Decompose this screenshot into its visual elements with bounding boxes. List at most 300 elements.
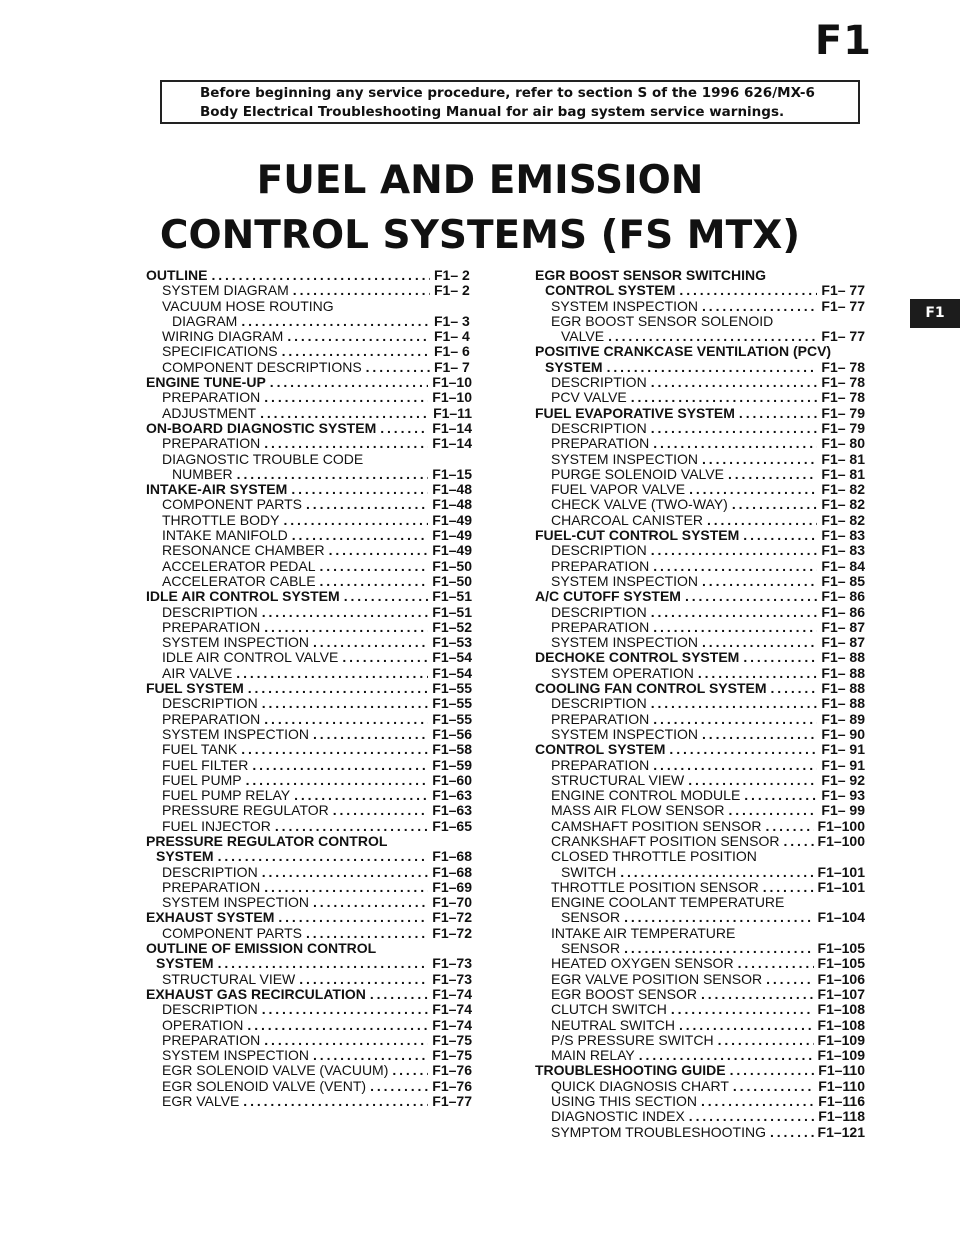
toc-entry-title: OPERATION	[162, 1017, 244, 1033]
toc-entry[interactable]	[535, 299, 865, 314]
toc-entry[interactable]	[146, 513, 472, 528]
toc-leader-dots	[342, 650, 428, 665]
toc-entry-title: PREPARATION	[162, 1032, 261, 1048]
toc-entry[interactable]	[535, 865, 865, 880]
toc-entry-page: F1–15	[432, 466, 472, 482]
toc-leader-dots	[653, 712, 817, 727]
toc-entry-page: F1–51	[432, 589, 472, 605]
toc-leader-dots	[651, 605, 818, 620]
toc-entry-title: WIRING DIAGRAM	[162, 329, 284, 345]
toc-entry-page: F1– 3	[434, 313, 470, 329]
toc-entry[interactable]	[146, 528, 472, 543]
toc-entry-title: PREPARATION	[162, 436, 261, 452]
toc-entry[interactable]	[535, 452, 865, 467]
toc-entry-page: F1– 86	[821, 589, 865, 605]
toc-entry[interactable]	[535, 467, 865, 482]
toc-entry-page: F1–49	[432, 528, 472, 544]
toc-entry-page: F1–73	[432, 971, 472, 987]
toc-entry-page: F1– 88	[821, 650, 865, 666]
toc-leader-dots	[293, 283, 430, 298]
toc-leader-dots	[651, 421, 818, 436]
toc-entry[interactable]	[146, 666, 472, 681]
toc-entry[interactable]	[535, 1109, 865, 1124]
toc-entry	[146, 834, 472, 849]
toc-entry[interactable]	[146, 910, 472, 925]
toc-entry[interactable]	[146, 314, 472, 329]
toc-entry-page: F1– 7	[434, 359, 470, 375]
toc-entry[interactable]	[146, 559, 472, 574]
toc-entry[interactable]	[535, 589, 865, 604]
toc-entry[interactable]	[146, 1079, 472, 1094]
toc-leader-dots	[246, 773, 429, 788]
toc-entry[interactable]	[146, 788, 472, 803]
toc-entry-title: PREPARATION	[162, 390, 261, 406]
toc-leader-dots	[689, 1109, 814, 1124]
toc-entry[interactable]	[535, 1125, 865, 1140]
toc-entry[interactable]	[535, 712, 865, 727]
toc-entry[interactable]	[535, 497, 865, 512]
toc-entry-page: F1–108	[817, 1002, 865, 1018]
toc-entry-page: F1– 6	[434, 344, 470, 360]
toc-entry-title: PREPARATION	[162, 711, 261, 727]
toc-leader-dots	[702, 299, 817, 314]
toc-entry-title: SYMPTOM TROUBLESHOOTING	[551, 1124, 766, 1140]
toc-entry-title: OUTLINE	[146, 268, 208, 283]
toc-entry-page: F1–74	[432, 1002, 472, 1018]
toc-entry-page: F1– 92	[821, 772, 865, 788]
toc-entry-page: F1– 88	[821, 665, 865, 681]
toc-leader-dots	[264, 880, 428, 895]
toc-entry-title: SYSTEM INSPECTION	[551, 726, 699, 742]
toc-leader-dots	[260, 406, 429, 421]
toc-entry-page: F1– 81	[821, 451, 865, 467]
toc-entry-title: EXHAUST SYSTEM	[146, 910, 275, 926]
toc-leader-dots	[270, 375, 429, 390]
toc-entry-page: F1– 81	[821, 466, 865, 482]
toc-entry[interactable]	[535, 482, 865, 497]
toc-leader-dots	[688, 773, 817, 788]
toc-leader-dots	[624, 910, 813, 925]
toc-leader-dots	[243, 1094, 428, 1109]
toc-entry[interactable]	[146, 987, 472, 1002]
toc-entry[interactable]	[146, 421, 472, 436]
toc-entry[interactable]	[535, 941, 865, 956]
toc-entry-page: F1–56	[432, 726, 472, 742]
toc-entry[interactable]	[535, 1079, 865, 1094]
toc-entry-title: SYSTEM INSPECTION	[551, 298, 699, 314]
toc-entry[interactable]	[535, 1002, 865, 1017]
toc-entry-title: MASS AIR FLOW SENSOR	[551, 803, 725, 819]
toc-entry[interactable]	[146, 758, 472, 773]
toc-entry-page: F1– 88	[821, 696, 865, 712]
toc-entry[interactable]	[146, 1002, 472, 1017]
toc-entry[interactable]	[146, 956, 472, 971]
toc-entry-page: F1– 2	[434, 283, 470, 299]
toc-entry[interactable]	[535, 834, 865, 849]
toc-entry-title: SYSTEM OPERATION	[551, 665, 694, 681]
toc-entry-page: F1–58	[432, 742, 472, 758]
toc-entry-page: F1–55	[432, 681, 472, 697]
toc-entry-page: F1–55	[432, 711, 472, 727]
toc-entry-title: PREPARATION	[551, 757, 650, 773]
toc-entry-title: ENGINE TUNE-UP	[146, 375, 266, 391]
toc-entry[interactable]	[146, 1048, 472, 1063]
toc-entry-page: F1–107	[817, 986, 865, 1002]
toc-entry[interactable]	[146, 865, 472, 880]
toc-entry-page: F1–106	[817, 971, 865, 987]
toc-leader-dots	[685, 589, 817, 604]
toc-entry[interactable]	[146, 819, 472, 834]
toc-entry-page: F1–54	[432, 650, 472, 666]
toc-entry-title: PREPARATION	[551, 558, 650, 574]
toc-entry[interactable]	[535, 1018, 865, 1033]
toc-entry[interactable]	[146, 268, 472, 283]
toc-entry[interactable]	[535, 436, 865, 451]
toc-entry-page: F1–76	[432, 1078, 472, 1094]
toc-entry-page: F1– 88	[821, 681, 865, 697]
toc-leader-dots	[631, 390, 818, 405]
toc-entry-page: F1–75	[432, 1048, 472, 1064]
toc-entry[interactable]	[146, 849, 472, 864]
toc-leader-dots	[733, 1079, 814, 1094]
toc-entry	[146, 941, 472, 956]
page-title-line-2: CONTROL SYSTEMS (FS MTX)	[159, 213, 801, 258]
toc-entry-page: F1–55	[432, 696, 472, 712]
toc-leader-dots	[763, 880, 814, 895]
toc-entry[interactable]	[146, 895, 472, 910]
toc-entry-title: SYSTEM INSPECTION	[551, 635, 699, 651]
toc-entry-title: FUEL-CUT CONTROL SYSTEM	[535, 528, 740, 544]
toc-entry-page: F1–14	[432, 436, 472, 452]
toc-entry-page: F1– 83	[821, 528, 865, 544]
toc-leader-dots	[329, 543, 429, 558]
toc-entry[interactable]	[146, 329, 472, 344]
toc-entry-title: CAMSHAFT POSITION SENSOR	[551, 818, 762, 834]
toc-entry[interactable]	[535, 635, 865, 650]
toc-entry[interactable]	[535, 972, 865, 987]
toc-entry[interactable]	[146, 972, 472, 987]
toc-leader-dots	[608, 329, 817, 344]
toc-entry[interactable]	[535, 650, 865, 665]
toc-entry-title: FUEL PUMP RELAY	[162, 788, 291, 804]
toc-entry[interactable]	[535, 727, 865, 742]
toc-entry-page: F1–72	[432, 910, 472, 926]
toc-entry[interactable]	[146, 712, 472, 727]
toc-entry[interactable]	[146, 360, 472, 375]
toc-entry-title: EGR VALVE POSITION SENSOR	[551, 971, 763, 987]
toc-entry-title: EGR BOOST SENSOR	[551, 986, 697, 1002]
toc-entry[interactable]	[535, 742, 865, 757]
toc-leader-dots	[299, 972, 428, 987]
toc-entry-title: DESCRIPTION	[162, 1002, 258, 1018]
toc-entry-page: F1–100	[817, 833, 865, 849]
toc-entry[interactable]	[146, 1033, 472, 1048]
toc-entry-title: DESCRIPTION	[551, 420, 647, 436]
toc-entry[interactable]	[535, 696, 865, 711]
toc-entry-page: F1–109	[817, 1032, 865, 1048]
toc-entry[interactable]	[535, 528, 865, 543]
toc-entry[interactable]	[535, 1063, 865, 1078]
section-tab-f1[interactable]: F1	[910, 299, 960, 328]
toc-entry-title: FUEL PUMP	[162, 772, 242, 788]
toc-leader-dots	[380, 421, 428, 436]
toc-entry[interactable]	[146, 344, 472, 359]
toc-entry[interactable]	[146, 1063, 472, 1078]
toc-leader-dots	[771, 681, 818, 696]
toc-leader-dots	[718, 1033, 814, 1048]
toc-entry[interactable]	[146, 1018, 472, 1033]
toc-entry[interactable]	[535, 681, 865, 696]
toc-entry-page: F1–50	[432, 558, 472, 574]
toc-entry-page: F1–10	[432, 375, 472, 391]
toc-entry-title: FUEL INJECTOR	[162, 818, 271, 834]
toc-entry[interactable]	[146, 436, 472, 451]
toc-leader-dots	[701, 1094, 814, 1109]
toc-entry-page: F1–74	[432, 986, 472, 1002]
toc-entry-page: F1– 84	[821, 558, 865, 574]
toc-leader-dots	[291, 482, 428, 497]
toc-entry[interactable]	[535, 421, 865, 436]
toc-leader-dots	[770, 1125, 814, 1140]
toc-leader-dots	[294, 788, 428, 803]
page-title-line-1: FUEL AND EMISSION	[256, 158, 704, 203]
toc-entry-title: QUICK DIAGNOSIS CHART	[551, 1078, 729, 1094]
toc-entry-page: F1–63	[432, 788, 472, 804]
toc-entry[interactable]	[146, 620, 472, 635]
toc-entry-page: F1– 78	[821, 375, 865, 391]
toc-entry-title: DESCRIPTION	[551, 375, 647, 391]
toc-entry-title: DIAGNOSTIC TROUBLE CODE	[162, 451, 364, 467]
toc-entry[interactable]	[146, 681, 472, 696]
toc-entry-title: THROTTLE BODY	[162, 512, 280, 528]
toc-entry-title: SENSOR	[561, 941, 621, 957]
toc-entry-page: F1– 80	[821, 436, 865, 452]
toc-entry-page: F1– 79	[821, 405, 865, 421]
toc-entry[interactable]	[535, 283, 865, 298]
toc-entry-title: FUEL VAPOR VALVE	[551, 482, 686, 498]
toc-leader-dots	[702, 574, 817, 589]
toc-entry[interactable]	[535, 803, 865, 818]
toc-entry-title: CLOSED THROTTLE POSITION	[551, 849, 757, 865]
toc-entry-page: F1– 77	[821, 298, 865, 314]
toc-entry-page: F1– 78	[821, 359, 865, 375]
toc-entry-page: F1–109	[817, 1048, 865, 1064]
toc-entry-page: F1–110	[818, 1063, 865, 1079]
toc-entry-title: PRESSURE REGULATOR CONTROL	[146, 833, 388, 849]
toc-entry[interactable]	[146, 543, 472, 558]
toc-entry-title: ACCELERATOR PEDAL	[162, 558, 316, 574]
toc-entry[interactable]	[535, 987, 865, 1002]
toc-leader-dots	[264, 712, 428, 727]
toc-entry-title: SYSTEM INSPECTION	[162, 635, 310, 651]
toc-entry[interactable]	[535, 574, 865, 589]
toc-entry-page: F1– 82	[821, 482, 865, 498]
toc-entry-title: CHECK VALVE (TWO-WAY)	[551, 497, 728, 513]
toc-leader-dots	[313, 895, 428, 910]
toc-entry-title: PURGE SOLENOID VALVE	[551, 466, 724, 482]
toc-entry-page: F1–11	[433, 405, 472, 421]
toc-entry[interactable]	[146, 650, 472, 665]
toc-entry[interactable]	[535, 375, 865, 390]
toc-entry[interactable]	[535, 788, 865, 803]
toc-entry-title: EGR BOOST SENSOR SOLENOID	[551, 313, 774, 329]
toc-entry-page: F1– 83	[821, 543, 865, 559]
toc-entry-page: F1–52	[432, 619, 472, 635]
toc-entry-page: F1–49	[432, 512, 472, 528]
toc-entry[interactable]	[146, 926, 472, 941]
toc-entry-page: F1–118	[818, 1109, 865, 1125]
toc-entry-title: SYSTEM INSPECTION	[551, 573, 699, 589]
toc-entry-title: TROUBLESHOOTING GUIDE	[535, 1063, 726, 1079]
toc-entry[interactable]	[535, 910, 865, 925]
toc-entry[interactable]	[146, 390, 472, 405]
toc-leader-dots	[306, 497, 428, 512]
toc-leader-dots	[366, 360, 430, 375]
toc-entry-page: F1– 91	[821, 757, 865, 773]
toc-entry-title: ON-BOARD DIAGNOSTIC SYSTEM	[146, 420, 377, 436]
toc-entry[interactable]	[535, 666, 865, 681]
toc-entry[interactable]	[535, 406, 865, 421]
toc-entry-title: VACUUM HOSE ROUTING	[162, 298, 334, 314]
toc-entry	[535, 849, 865, 864]
toc-entry-title: SYSTEM	[545, 359, 603, 375]
toc-entry-page: F1–101	[817, 864, 865, 880]
toc-column-left	[146, 268, 472, 1109]
toc-entry[interactable]	[535, 513, 865, 528]
toc-entry-title: MAIN RELAY	[551, 1048, 635, 1064]
toc-entry[interactable]	[535, 605, 865, 620]
toc-entry[interactable]	[146, 803, 472, 818]
toc-entry[interactable]	[535, 559, 865, 574]
toc-entry-page: F1–65	[432, 818, 472, 834]
toc-entry-page: F1– 82	[821, 497, 865, 513]
toc-entry-page: F1–63	[432, 803, 472, 819]
toc-leader-dots	[278, 910, 428, 925]
toc-entry-page: F1–100	[817, 818, 865, 834]
toc-leader-dots	[679, 283, 817, 298]
toc-leader-dots	[306, 926, 428, 941]
toc-entry[interactable]	[146, 589, 472, 604]
toc-entry[interactable]	[146, 482, 472, 497]
toc-leader-dots	[701, 987, 814, 1002]
toc-entry[interactable]	[146, 727, 472, 742]
toc-leader-dots	[738, 956, 814, 971]
toc-leader-dots	[728, 803, 817, 818]
toc-leader-dots	[283, 513, 428, 528]
toc-entry-title: NUMBER	[172, 466, 233, 482]
toc-entry[interactable]	[535, 1048, 865, 1063]
air-bag-warning-box	[160, 80, 860, 124]
toc-leader-dots	[241, 742, 428, 757]
toc-leader-dots	[702, 452, 817, 467]
toc-entry-title: CHARCOAL CANISTER	[551, 512, 703, 528]
toc-entry-title: FUEL EVAPORATIVE SYSTEM	[535, 405, 735, 421]
toc-entry-page: F1–48	[432, 482, 472, 498]
toc-leader-dots	[264, 1033, 428, 1048]
toc-entry-page: F1–101	[817, 879, 865, 895]
toc-entry[interactable]	[146, 880, 472, 895]
toc-entry[interactable]	[535, 880, 865, 895]
toc-entry-title: P/S PRESSURE SWITCH	[551, 1032, 714, 1048]
toc-entry-title: PCV VALVE	[551, 390, 627, 406]
toc-leader-dots	[620, 865, 813, 880]
toc-entry[interactable]	[146, 1094, 472, 1109]
toc-entry[interactable]	[535, 360, 865, 375]
toc-entry[interactable]	[535, 620, 865, 635]
toc-leader-dots	[732, 497, 818, 512]
toc-leader-dots	[651, 696, 818, 711]
toc-entry-title: DECHOKE CONTROL SYSTEM	[535, 650, 740, 666]
toc-entry[interactable]	[146, 574, 472, 589]
toc-entry[interactable]	[146, 375, 472, 390]
toc-leader-dots	[653, 758, 817, 773]
toc-entry-title: COMPONENT DESCRIPTIONS	[162, 359, 362, 375]
toc-entry[interactable]	[535, 1094, 865, 1109]
toc-entry[interactable]	[146, 605, 472, 620]
toc-entry-page: F1–50	[432, 573, 472, 589]
toc-entry-page: F1– 4	[434, 329, 470, 345]
toc-entry-page: F1–76	[432, 1063, 472, 1079]
toc-leader-dots	[370, 987, 428, 1002]
toc-leader-dots	[262, 605, 429, 620]
toc-leader-dots	[344, 589, 429, 604]
toc-entry[interactable]	[146, 497, 472, 512]
toc-entry-title: IDLE AIR CONTROL VALVE	[162, 650, 339, 666]
toc-leader-dots	[241, 314, 430, 329]
toc-entry-title: AIR VALVE	[162, 665, 233, 681]
toc-entry[interactable]	[146, 742, 472, 757]
toc-entry-title: POSITIVE CRANKCASE VENTILATION (PCV)	[535, 344, 832, 360]
toc-entry[interactable]	[535, 543, 865, 558]
toc-entry-page: F1–51	[432, 604, 472, 620]
toc-entry[interactable]	[146, 635, 472, 650]
toc-entry[interactable]	[146, 773, 472, 788]
toc-entry[interactable]	[146, 283, 472, 298]
toc-entry	[146, 299, 472, 314]
toc-entry[interactable]	[535, 758, 865, 773]
toc-entry-title: PRESSURE REGULATOR	[162, 803, 329, 819]
toc-entry[interactable]	[535, 329, 865, 344]
toc-leader-dots	[730, 1063, 815, 1078]
toc-entry[interactable]	[146, 467, 472, 482]
toc-entry[interactable]	[535, 390, 865, 405]
toc-entry[interactable]	[535, 1033, 865, 1048]
toc-entry-page: F1–69	[432, 879, 472, 895]
toc-leader-dots	[743, 650, 817, 665]
toc-entry[interactable]	[535, 819, 865, 834]
toc-entry-title: DESCRIPTION	[551, 543, 647, 559]
toc-leader-dots	[679, 1018, 814, 1033]
toc-entry[interactable]	[146, 406, 472, 421]
toc-leader-dots	[262, 696, 429, 711]
toc-entry-title: SYSTEM DIAGRAM	[162, 283, 289, 299]
toc-entry-page: F1–116	[818, 1094, 865, 1110]
toc-entry-title: DESCRIPTION	[551, 604, 647, 620]
toc-entry-title: THROTTLE POSITION SENSOR	[551, 879, 759, 895]
toc-entry	[535, 926, 865, 941]
toc-entry[interactable]	[146, 696, 472, 711]
toc-entry-title: CONTROL SYSTEM	[545, 283, 676, 299]
toc-leader-dots	[292, 528, 429, 543]
toc-entry-title: ENGINE COOLANT TEMPERATURE	[551, 895, 785, 911]
toc-entry	[535, 314, 865, 329]
toc-entry-title: IDLE AIR CONTROL SYSTEM	[146, 589, 340, 605]
toc-entry[interactable]	[535, 773, 865, 788]
toc-entry-title: OUTLINE OF EMISSION CONTROL	[146, 941, 377, 957]
toc-entry[interactable]	[535, 956, 865, 971]
toc-entry-title: DESCRIPTION	[162, 604, 258, 620]
toc-entry-page: F1–10	[432, 390, 472, 406]
